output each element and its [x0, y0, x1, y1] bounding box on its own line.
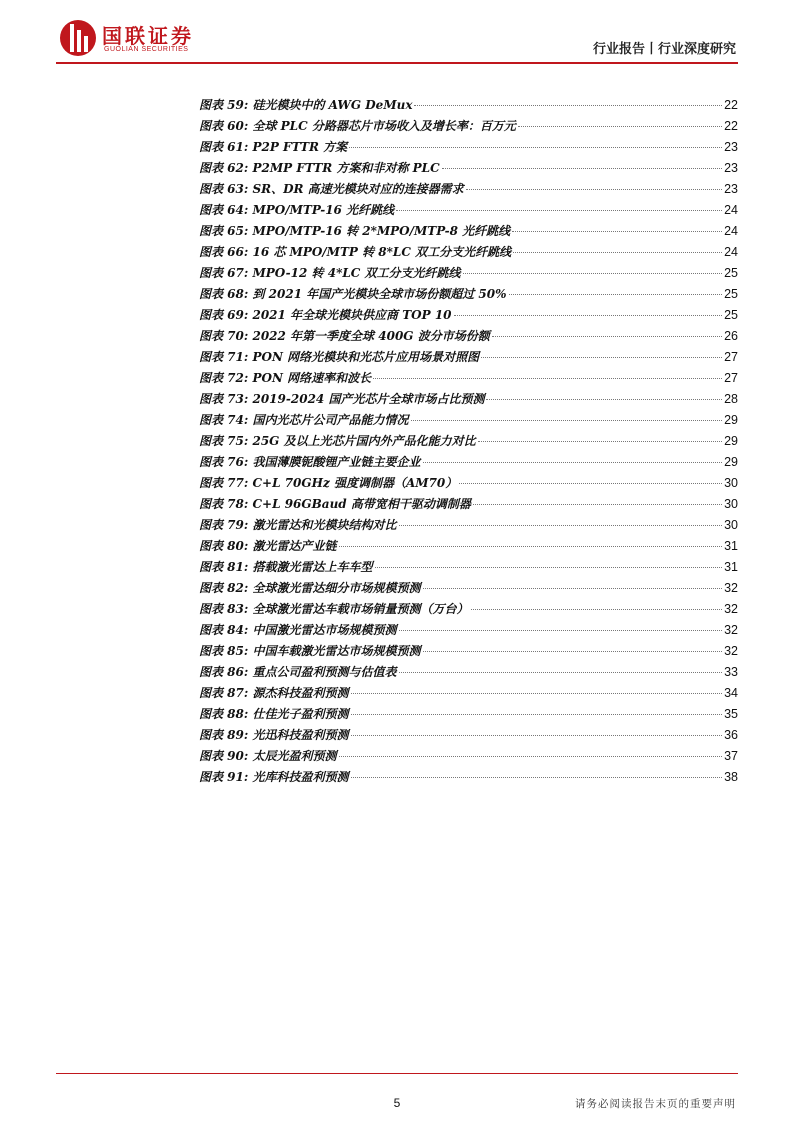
header-divider: [56, 62, 738, 64]
toc-entry-label: 图表 69: 2021 年全球光模块供应商 TOP 10: [199, 308, 452, 322]
disclaimer-note: 请务必阅读报告末页的重要声明: [575, 1098, 736, 1110]
toc-leader-dots: [463, 273, 723, 274]
toc-entry-label: 图表 82: 全球激光雷达细分市场规模预测: [199, 581, 421, 595]
guolian-logo-icon: [58, 18, 98, 58]
toc-entry-label: 图表 87: 源杰科技盈利预测: [199, 686, 349, 700]
toc-entry[interactable]: [199, 138, 738, 159]
toc-leader-dots: [442, 168, 722, 169]
toc-entry-label: 图表 70: 2022 年第一季度全球 400G 波分市场份额: [199, 329, 490, 343]
toc-entry-page: 32: [724, 602, 738, 616]
toc-leader-dots: [373, 378, 722, 379]
toc-entry-page: 22: [724, 98, 738, 112]
toc-entry-page: 37: [724, 749, 738, 763]
toc-entry-page: 24: [724, 224, 738, 238]
toc-entry[interactable]: [199, 264, 738, 285]
footer-divider: [56, 1073, 738, 1074]
toc-entry-page: 33: [724, 665, 738, 679]
page-number: 5: [393, 1096, 401, 1110]
toc-entry-label: 图表 81: 搭载激光雷达上车车型: [199, 560, 373, 574]
toc-entry-label: 图表 64: MPO/MTP-16 光纤跳线: [199, 203, 395, 217]
toc-entry-label: 图表 63: SR、DR 高速光模块对应的连接器需求: [199, 182, 464, 196]
toc-entry[interactable]: [199, 516, 738, 537]
toc-entry-label: 图表 74: 国内光芯片公司产品能力情况: [199, 413, 409, 427]
toc-entry[interactable]: [199, 306, 738, 327]
toc-entry-label: 图表 60: 全球 PLC 分路器芯片市场收入及增长率：百万元: [199, 119, 516, 133]
toc-leader-dots: [351, 777, 723, 778]
toc-entry[interactable]: [199, 285, 738, 306]
toc-entry[interactable]: [199, 117, 738, 138]
company-logo: [58, 18, 208, 60]
toc-entry-page: 23: [724, 161, 738, 175]
toc-leader-dots: [399, 672, 723, 673]
toc-entry[interactable]: [199, 222, 738, 243]
toc-entry-label: 图表 89: 光迅科技盈利预测: [199, 728, 349, 742]
toc-entry-label: 图表 83: 全球激光雷达车载市场销量预测（万台）: [199, 602, 469, 616]
toc-entry-label: 图表 73: 2019-2024 国产光芯片全球市场占比预测: [199, 392, 485, 406]
toc-leader-dots: [399, 525, 723, 526]
toc-entry[interactable]: [199, 495, 738, 516]
toc-entry-label: 图表 88: 仕佳光子盈利预测: [199, 707, 349, 721]
toc-entry[interactable]: [199, 663, 738, 684]
toc-entry-page: 30: [724, 476, 738, 490]
figure-table-of-contents: [199, 96, 738, 789]
toc-entry-label: 图表 71: PON 网络光模块和光芯片应用场景对照图: [199, 350, 480, 364]
toc-entry[interactable]: [199, 201, 738, 222]
toc-entry-page: 23: [724, 140, 738, 154]
toc-entry-page: 27: [724, 371, 738, 385]
toc-entry[interactable]: [199, 96, 738, 117]
toc-entry[interactable]: [199, 348, 738, 369]
toc-leader-dots: [471, 609, 723, 610]
toc-leader-dots: [423, 462, 723, 463]
toc-leader-dots: [339, 756, 723, 757]
toc-entry-page: 25: [724, 287, 738, 301]
toc-entry-page: 29: [724, 455, 738, 469]
toc-entry-label: 图表 91: 光库科技盈利预测: [199, 770, 349, 784]
toc-entry[interactable]: [199, 579, 738, 600]
toc-leader-dots: [513, 252, 722, 253]
toc-leader-dots: [349, 147, 722, 148]
toc-entry-label: 图表 65: MPO/MTP-16 转 2*MPO/MTP-8 光纤跳线: [199, 224, 511, 238]
toc-entry[interactable]: [199, 642, 738, 663]
logo-chinese-name: 国联证券: [102, 24, 194, 48]
toc-entry[interactable]: [199, 327, 738, 348]
toc-entry-page: 38: [724, 770, 738, 784]
toc-leader-dots: [486, 399, 722, 400]
toc-entry[interactable]: [199, 432, 738, 453]
toc-leader-dots: [399, 630, 723, 631]
toc-entry-page: 22: [724, 119, 738, 133]
toc-entry-page: 25: [724, 266, 738, 280]
toc-entry[interactable]: [199, 369, 738, 390]
toc-leader-dots: [414, 105, 722, 106]
toc-leader-dots: [351, 735, 723, 736]
toc-leader-dots: [454, 315, 723, 316]
logo-english-name: GUOLIAN SECURITIES: [104, 46, 189, 53]
toc-entry-page: 29: [724, 434, 738, 448]
toc-leader-dots: [411, 420, 723, 421]
toc-entry[interactable]: [199, 159, 738, 180]
toc-entry-page: 35: [724, 707, 738, 721]
toc-leader-dots: [351, 693, 723, 694]
toc-entry-page: 34: [724, 686, 738, 700]
toc-entry[interactable]: [199, 558, 738, 579]
toc-entry[interactable]: [199, 411, 738, 432]
toc-entry[interactable]: [199, 474, 738, 495]
toc-leader-dots: [478, 441, 722, 442]
toc-leader-dots: [512, 231, 722, 232]
toc-entry[interactable]: [199, 705, 738, 726]
toc-entry-label: 图表 78: C+L 96GBaud 高带宽相干驱动调制器: [199, 497, 471, 511]
toc-entry-page: 30: [724, 497, 738, 511]
toc-entry-label: 图表 72: PON 网络速率和波长: [199, 371, 372, 385]
toc-entry-label: 图表 77: C+L 70GHz 强度调制器（AM70）: [199, 476, 458, 490]
toc-entry-page: 31: [724, 560, 738, 574]
toc-leader-dots: [375, 567, 723, 568]
toc-entry-label: 图表 90: 太辰光盈利预测: [199, 749, 337, 763]
toc-entry-label: 图表 59: 硅光模块中的 AWG DeMux: [199, 98, 413, 112]
toc-entry-page: 29: [724, 413, 738, 427]
toc-entry[interactable]: [199, 180, 738, 201]
toc-leader-dots: [481, 357, 722, 358]
toc-entry-page: 32: [724, 623, 738, 637]
toc-entry-label: 图表 79: 激光雷达和光模块结构对比: [199, 518, 397, 532]
toc-entry[interactable]: [199, 684, 738, 705]
toc-leader-dots: [351, 714, 723, 715]
toc-leader-dots: [423, 588, 723, 589]
toc-entry-page: 26: [724, 329, 738, 343]
toc-leader-dots: [466, 189, 722, 190]
toc-entry-page: 25: [724, 308, 738, 322]
toc-entry-label: 图表 75: 25G 及以上光芯片国内外产品化能力对比: [199, 434, 476, 448]
toc-entry-page: 23: [724, 182, 738, 196]
toc-leader-dots: [492, 336, 722, 337]
toc-entry-label: 图表 68: 到 2021 年国产光模块全球市场份额超过 50%: [199, 287, 507, 301]
toc-entry-page: 28: [724, 392, 738, 406]
toc-entry-label: 图表 66: 16 芯 MPO/MTP 转 8*LC 双工分支光纤跳线: [199, 245, 512, 259]
toc-leader-dots: [339, 546, 723, 547]
toc-entry-label: 图表 61: P2P FTTR 方案: [199, 140, 348, 154]
toc-entry[interactable]: [199, 600, 738, 621]
toc-entry[interactable]: [199, 726, 738, 747]
toc-entry-label: 图表 67: MPO-12 转 4*LC 双工分支光纤跳线: [199, 266, 461, 280]
toc-entry-page: 31: [724, 539, 738, 553]
toc-entry[interactable]: [199, 243, 738, 264]
toc-entry-page: 32: [724, 644, 738, 658]
toc-leader-dots: [518, 126, 722, 127]
toc-entry-label: 图表 85: 中国车载激光雷达市场规模预测: [199, 644, 421, 658]
toc-entry[interactable]: [199, 453, 738, 474]
toc-leader-dots: [473, 504, 722, 505]
toc-entry-label: 图表 76: 我国薄膜铌酸锂产业链主要企业: [199, 455, 421, 469]
report-type-label: 行业报告丨行业深度研究: [592, 42, 736, 57]
toc-entry-page: 27: [724, 350, 738, 364]
toc-leader-dots: [509, 294, 723, 295]
page-header: [0, 0, 794, 70]
toc-entry-label: 图表 86: 重点公司盈利预测与估值表: [199, 665, 397, 679]
toc-leader-dots: [423, 651, 723, 652]
toc-entry[interactable]: [199, 537, 738, 558]
toc-entry-page: 30: [724, 518, 738, 532]
toc-entry[interactable]: [199, 390, 738, 411]
toc-leader-dots: [396, 210, 722, 211]
toc-entry[interactable]: [199, 621, 738, 642]
toc-entry[interactable]: [199, 747, 738, 768]
toc-entry-label: 图表 62: P2MP FTTR 方案和非对称 PLC: [199, 161, 440, 175]
toc-entry-page: 24: [724, 203, 738, 217]
toc-entry-page: 36: [724, 728, 738, 742]
toc-entry-page: 24: [724, 245, 738, 259]
toc-entry-label: 图表 80: 激光雷达产业链: [199, 539, 337, 553]
toc-entry[interactable]: [199, 768, 738, 789]
toc-leader-dots: [459, 483, 722, 484]
toc-entry-label: 图表 84: 中国激光雷达市场规模预测: [199, 623, 397, 637]
toc-entry-page: 32: [724, 581, 738, 595]
